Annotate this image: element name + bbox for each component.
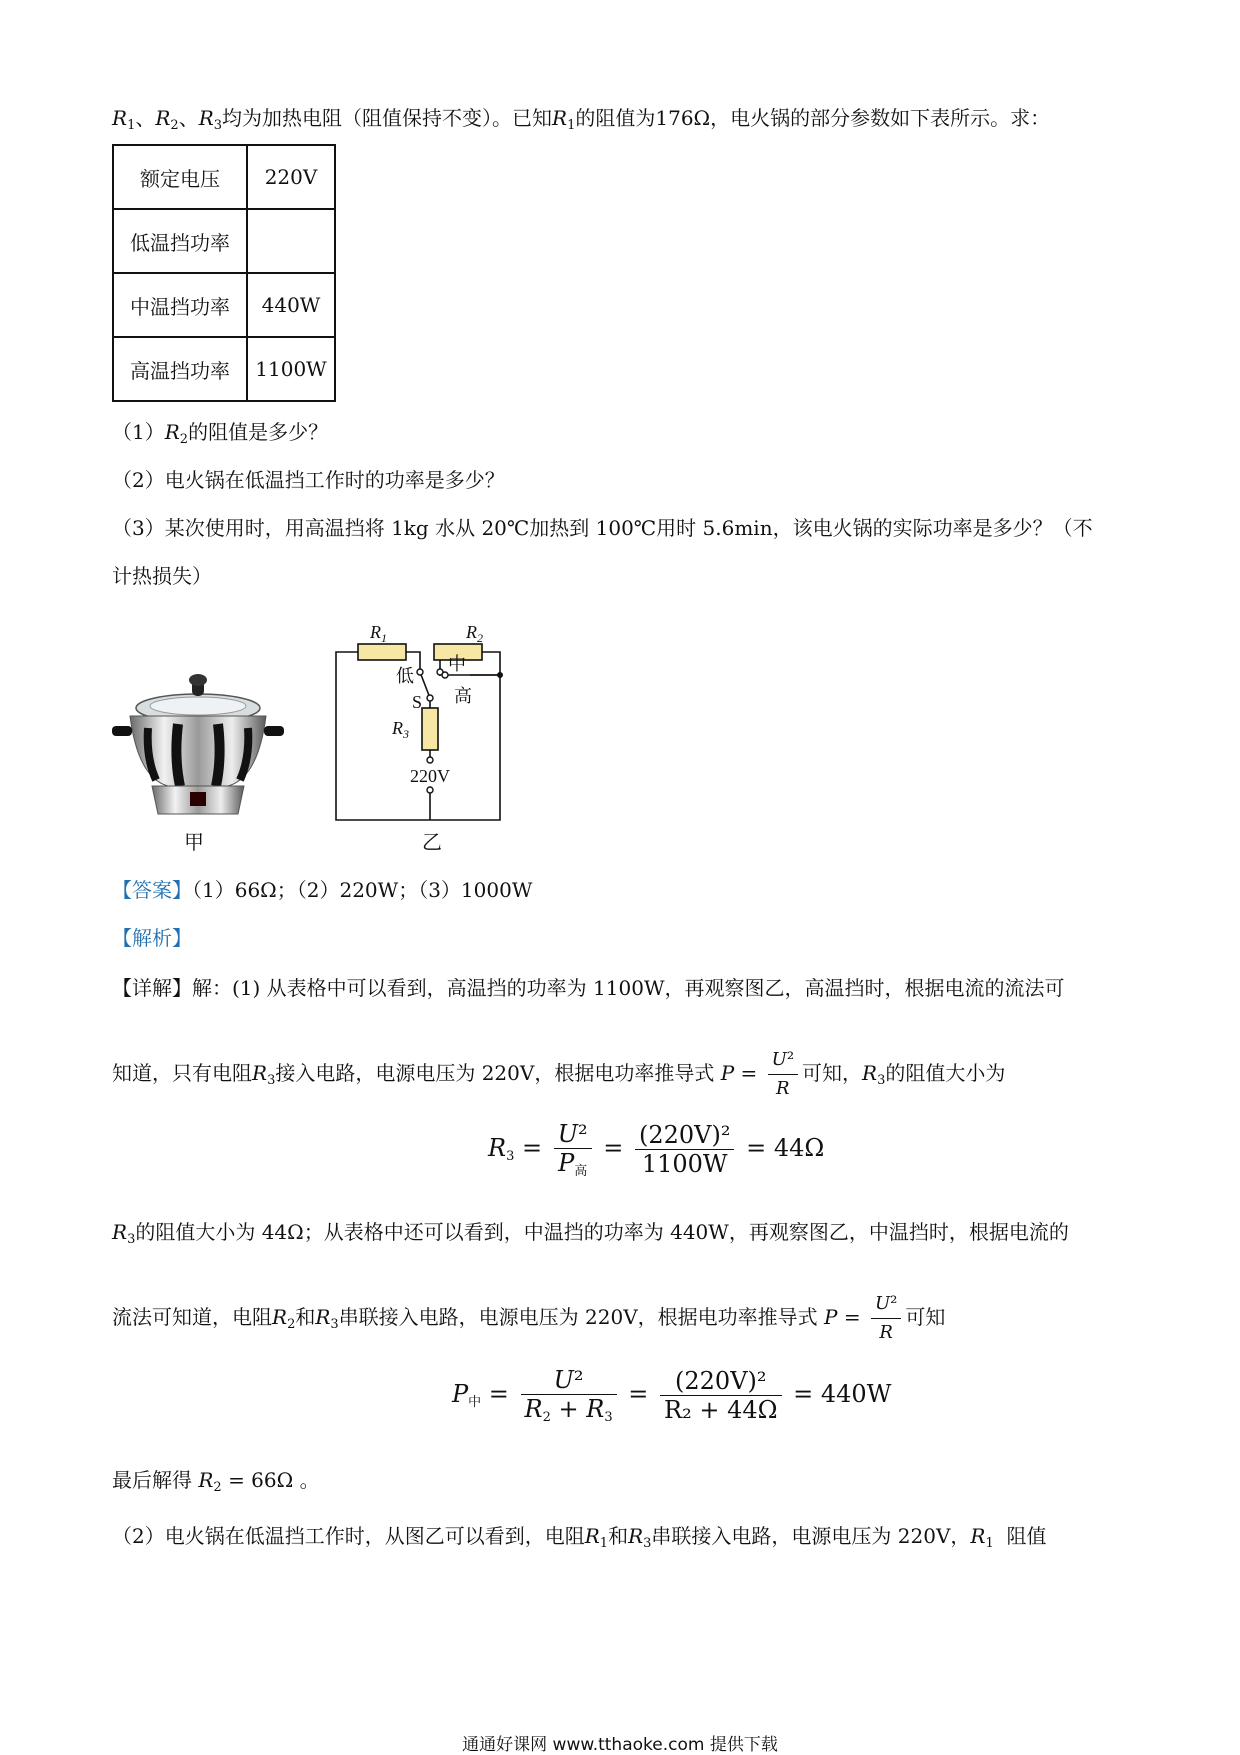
label-switch: S: [412, 692, 423, 712]
intro-text: 均为加热电阻（阻值保持不变）。已知: [222, 106, 553, 130]
detail-line-5: （2）电火锅在低温挡工作时，从图乙可以看到，电阻$R_1$和$R_3$串联接入电路，电源电压为 220V，$R_1$ 阻值: [112, 1524, 1047, 1551]
question-3: （3）某次使用时，用高温挡将 1kg 水从 20℃加热到 100℃用时 5.6min，该电火锅的实际功率是多少？（不: [112, 516, 1093, 540]
equation-r3: $R_3$ = $\frac{\text{U²}}{P_高}$ = $\frac{\text{(220V)²}}{1100W}$ = 44Ω: [488, 1120, 825, 1179]
detail-line-3: $R_3$的阻值大小为 44Ω；从表格中还可以看到，中温挡的功率为 440W，再观察图乙，中温挡时，根据电流的: [112, 1220, 1069, 1247]
equation-p-mid: $P_中$ = $\frac{\text{U²}}{R_2 + R_3}$ = $\frac{\text{(220V)²}}{\text{R₂ + 44Ω}}$ = 440W: [452, 1366, 892, 1425]
label-r3: $R_3$: [392, 718, 409, 741]
resistor-r1: [358, 644, 406, 660]
table-cell-label: 高温挡功率: [113, 337, 247, 401]
table-cell-label: 低温挡功率: [113, 209, 247, 273]
figure-caption-b: 乙: [422, 830, 442, 854]
label-mid: 中: [448, 654, 466, 674]
detail-line-1: 【详解】解：(1) 从表格中可以看到，高温挡的功率为 1100W，再观察图乙，高温挡时，根据电流的流法可: [112, 976, 1065, 1000]
label-high: 高: [454, 686, 472, 706]
table-row: [113, 209, 335, 273]
answer-text: （1）66Ω；（2）220W；（3）1000W: [192, 878, 533, 902]
table-cell-value: 220V: [247, 145, 335, 209]
question-2: （2）电火锅在低温挡工作时的功率是多少？: [112, 468, 505, 492]
resistor-r3: [422, 708, 438, 750]
detail-final: 最后解得 $R_2 = 66\Omega$ 。: [112, 1468, 320, 1495]
footer-source: 通通好课网 www.tthaoke.com 提供下载: [462, 1735, 778, 1755]
parameter-table: [112, 144, 336, 402]
table-cell-value: 440W: [247, 273, 335, 337]
table-cell-value: [247, 209, 335, 273]
circuit-diagram: [330, 610, 530, 825]
figure-caption-a: 甲: [184, 830, 204, 854]
label-low: 低: [396, 666, 414, 686]
table-cell-label: 额定电压: [113, 145, 247, 209]
analysis-tag: 【解析】: [112, 926, 192, 950]
table-row: [113, 145, 335, 209]
answer-line: [112, 876, 532, 904]
hot-pot-image: [108, 668, 288, 818]
intro-line: $R_1$、$R_2$、$R_3$均为加热电阻（阻值保持不变）。已知$R_1$的阻值为176Ω，电火锅的部分参数如下表所示。求：: [112, 106, 1051, 133]
table-cell-label: 中温挡功率: [113, 273, 247, 337]
detail-line-4: 流法可知道，电阻$R_2$和$R_3$串联接入电路，电源电压为 220V，根据电功率推导式 P = $\frac{\text{U²}}{R}$ 可知: [112, 1290, 945, 1347]
table-row: [113, 273, 335, 337]
detail-line-2: 知道，只有电阻$R_3$接入电路，电源电压为 220V，根据电功率推导式 P = $\frac{\text{U²}}{R}$ 可知，$R_3$的阻值大小为: [112, 1046, 1005, 1103]
intro-tail: 的阻值为176Ω，电火锅的部分参数如下表所示。求：: [575, 106, 1051, 130]
answer-tag: 【答案】: [112, 878, 192, 902]
label-r1: $R_1$: [370, 622, 387, 645]
table-cell-value: 1100W: [247, 337, 335, 401]
label-r2: $R_2$: [466, 622, 483, 645]
label-voltage: 220V: [410, 766, 450, 786]
table-row: [113, 337, 335, 401]
question-1: $(1)R_2$的阻值是多少？: [112, 420, 329, 447]
question-3-cont: 计热损失）: [112, 564, 212, 588]
